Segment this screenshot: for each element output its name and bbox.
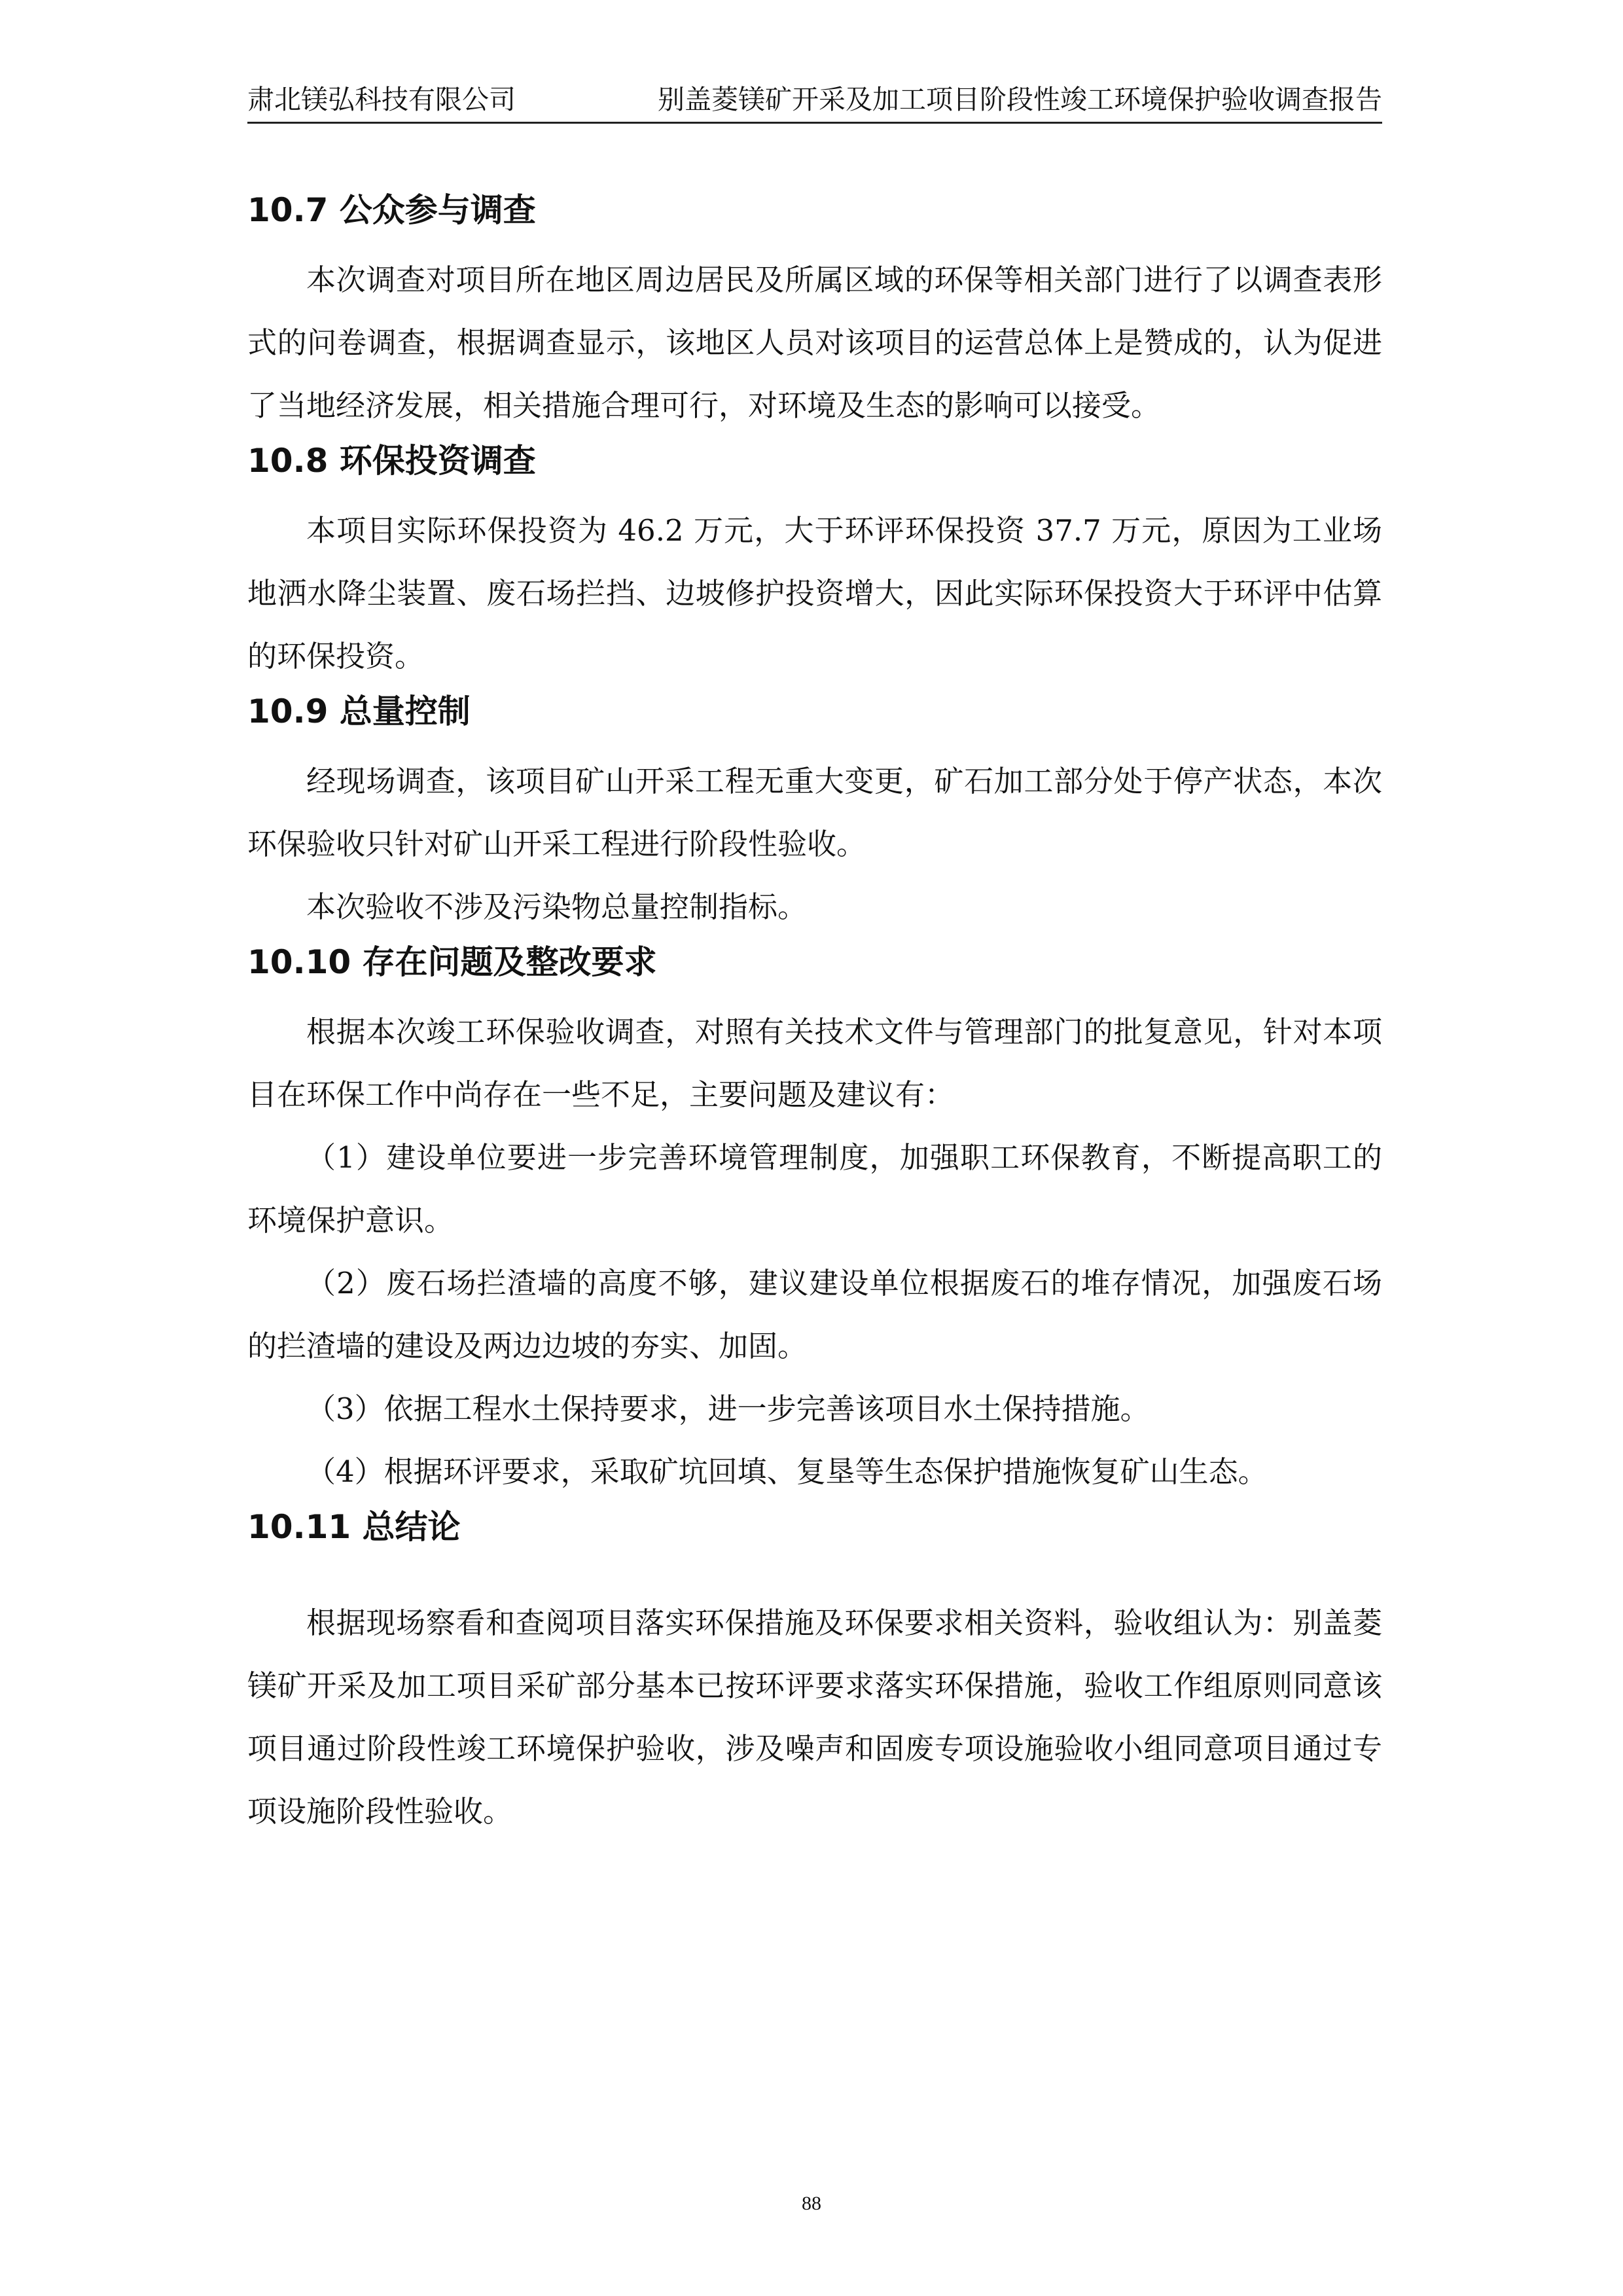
paragraph: 经现场调查，该项目矿山开采工程无重大变更，矿石加工部分处于停产状态，本次环保验收只针对矿山开采工程进行阶段性验收。 bbox=[247, 764, 1382, 861]
page-header bbox=[247, 77, 1382, 124]
spacer bbox=[247, 1566, 1382, 1592]
section-title-conclusion: 10.11 总结论 bbox=[247, 1508, 461, 1546]
section-title-public-participation: 10.7 公众参与调查 bbox=[247, 191, 536, 229]
paragraph: （4）根据环评要求，采取矿坑回填、复垦等生态保护措施恢复矿山生态。 bbox=[306, 1454, 1268, 1489]
report-body bbox=[247, 187, 1382, 1843]
paragraph: 根据现场察看和查阅项目落实环保措施及环保要求相关资料，验收组认为：别盖菱镁矿开采及加工项目采矿部分基本已按环评要求落实环保措施，验收工作组原则同意该项目通过阶段性竣工环境保护验收，涉及噪声和固废专项设施验收小组同意项目通过专项设施阶段性验收。 bbox=[247, 1605, 1382, 1829]
paragraph: （1）建设单位要进一步完善环境管理制度，加强职工环保教育，不断提高职工的环境保护意识。 bbox=[247, 1140, 1382, 1238]
section-title-investment: 10.8 环保投资调查 bbox=[247, 442, 536, 480]
header-report-title: 别盖菱镁矿开采及加工项目阶段性竣工环境保护验收调查报告 bbox=[658, 84, 1382, 115]
paragraph: 本次验收不涉及污染物总量控制指标。 bbox=[306, 889, 808, 924]
paragraph: 本项目实际环保投资为 46.2 万元，大于环评环保投资 37.7 万元，原因为工业场地洒水降尘装置、废石场拦挡、边坡修护投资增大，因此实际环保投资大于环评中估算的环保投资。 bbox=[247, 513, 1382, 673]
paragraph: 本次调查对项目所在地区周边居民及所属区域的环保等相关部门进行了以调查表形式的问卷调查，根据调查显示，该地区人员对该项目的运营总体上是赞成的，认为促进了当地经济发展，相关措施合理可行，对环境及生态的影响可以接受。 bbox=[247, 262, 1382, 423]
paragraph: 根据本次竣工环保验收调查，对照有关技术文件与管理部门的批复意见，针对本项目在环保工作中尚存在一些不足，主要问题及建议有： bbox=[247, 1014, 1382, 1112]
page-number: 88 bbox=[802, 2193, 821, 2214]
section-title-total-control: 10.9 总量控制 bbox=[247, 692, 471, 730]
section-title-issues: 10.10 存在问题及整改要求 bbox=[247, 943, 657, 981]
paragraph: （2）废石场拦渣墙的高度不够，建议建设单位根据废石的堆存情况，加强废石场的拦渣墙的建设及两边边坡的夯实、加固。 bbox=[247, 1266, 1382, 1363]
header-company: 肃北镁弘科技有限公司 bbox=[247, 84, 516, 115]
paragraph: （3）依据工程水土保持要求，进一步完善该项目水土保持措施。 bbox=[306, 1391, 1150, 1426]
